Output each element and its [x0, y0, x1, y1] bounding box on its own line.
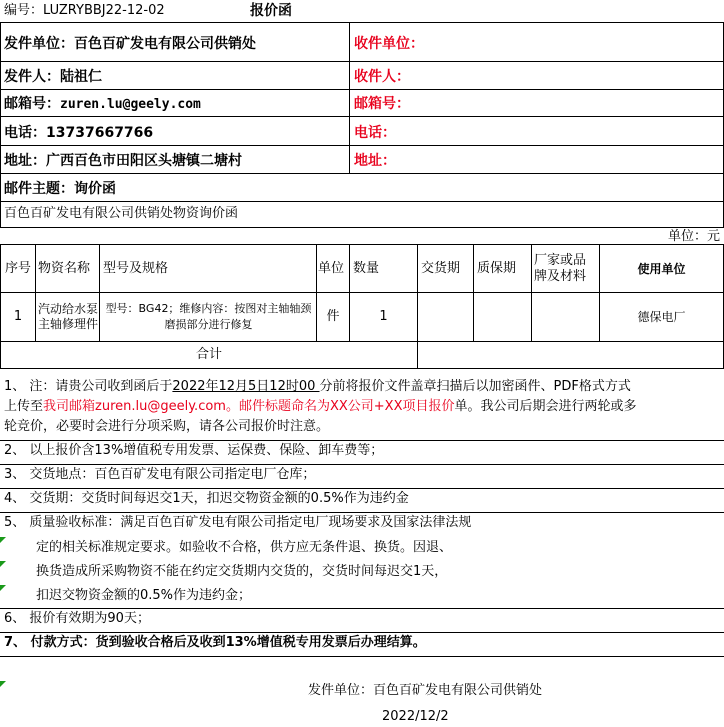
sender-person-value: 陆祖仁: [60, 69, 102, 85]
footer-date: 2022/12/2: [382, 709, 449, 724]
col-name-header: 物资名称: [38, 260, 91, 276]
sender-email-label: 邮箱号：: [4, 96, 60, 112]
note-3: 3、 交货地点：百色百矿发电有限公司指定电厂仓库；: [4, 467, 316, 482]
note-1-line-2: [4, 396, 637, 418]
sender-address: [4, 150, 242, 170]
col-warranty-header: 质保期: [477, 260, 517, 276]
note-1-email-instruction: 我司邮箱zuren.lu@geely.com。邮件标题命名为XX公司+XX项目报价: [43, 399, 455, 414]
sender-address-label: 地址：: [4, 153, 46, 169]
sender-address-value: 广西百色市田阳区头塘镇二塘村: [46, 153, 242, 169]
unit-note: 单位：元: [667, 229, 720, 244]
note-1-line-1: [4, 376, 631, 398]
row1-model: 型号：BG42；维修内容：按图对主轴轴颈磨损部分进行修复: [105, 302, 312, 331]
intro-text: 百色百矿发电有限公司供销处物资询价函: [4, 206, 239, 221]
note-5-line-2: 定的相关标准规定要求。如验收不合格，供方应无条件退、换货。因退、: [36, 540, 453, 555]
receiver-phone-label: 电话：: [354, 125, 396, 141]
row1-warranty: [474, 293, 531, 341]
col-model-header: 型号及规格: [103, 260, 169, 276]
cell-marker: [0, 537, 6, 543]
row1-seq: 1: [13, 309, 23, 324]
sender-unit: [4, 33, 256, 53]
row1-brand: [532, 293, 599, 341]
document-code: [4, 2, 165, 20]
receiver-address-label: 地址：: [354, 153, 396, 169]
mail-subject: [4, 178, 116, 198]
col-qty-header: 数量: [353, 260, 380, 276]
row1-user: 德保电厂: [637, 310, 686, 324]
col-delivery-header: 交货期: [421, 260, 461, 276]
receiver-email-label: 邮箱号：: [354, 96, 410, 112]
document-title: 报价函: [250, 3, 292, 19]
row1-qty: 1: [379, 309, 388, 324]
row1-unit: 件: [326, 309, 340, 324]
cell-marker: [0, 561, 6, 567]
sender-unit-label: 发件单位：: [4, 36, 74, 52]
footer-sender-unit: 百色百矿发电有限公司供销处: [373, 683, 543, 698]
note-5-line-3: 换货造成所采购物资不能在约定交货期内交货的，交货时间每迟交1天，: [36, 564, 448, 579]
row1-delivery: [418, 293, 473, 341]
sender-person-label: 发件人：: [4, 69, 60, 85]
note-1-prefix: 1、 注：请贵公司收到函后于: [4, 379, 173, 394]
sender-email: [4, 93, 201, 113]
document-code-value: LUZRYBBJ22-12-02: [43, 3, 165, 18]
note-4: 4、 交货期：交货时间每迟交1天，扣迟交物资金额的0.5%作为违约金: [4, 491, 409, 506]
footer-sender-label: 发件单位：: [308, 683, 374, 698]
receiver-unit-label: 收件单位：: [354, 36, 424, 52]
col-user-header: 使用单位: [637, 261, 686, 276]
sender-person: [4, 66, 102, 86]
sender-unit-value: 百色百矿发电有限公司供销处: [74, 36, 256, 52]
note-1-l2-pre: 上传至: [4, 399, 44, 414]
footer-sender: [308, 682, 542, 700]
note-5-line-4: 扣迟交物资金额的0.5%作为违约金；: [36, 588, 252, 603]
cell-marker: [0, 585, 6, 591]
row1-name: 汽动给水泵主轴修理件: [37, 302, 98, 331]
col-brand-header: 厂家或品牌及材料: [534, 252, 587, 284]
sender-phone: [4, 122, 153, 142]
note-5-line-1: 5、 质量验收标准：满足百色百矿发电有限公司指定电厂现场要求及国家法律法规: [4, 515, 472, 530]
cell-marker: [0, 681, 6, 687]
sender-phone-value: 13737667766: [46, 125, 154, 141]
sender-phone-label: 电话：: [4, 125, 46, 141]
note-1-line-3: 轮竞价，必要时会进行分项采购，请各公司报价时注意。: [4, 419, 330, 434]
total-label: 合计: [195, 347, 222, 362]
sender-email-value: zuren.lu@geely.com: [60, 97, 201, 112]
document-code-label: 编号：: [4, 3, 44, 18]
mail-subject-label: 邮件主题：: [4, 181, 74, 197]
note-7: 7、 付款方式：货到验收合格后及收到13%增值税专用发票后办理结算。: [4, 635, 426, 650]
receiver-person-label: 收件人：: [354, 69, 410, 85]
note-2: 2、 以上报价含13%增值税专用发票、运保费、保险、卸车费等；: [4, 443, 384, 458]
note-1-mid: 分前将报价文件盖章扫描后以加密函件、PDF格式方式: [319, 379, 631, 394]
col-seq-header: 序号: [4, 260, 31, 276]
col-unit-header: 单位: [318, 260, 345, 276]
note-6: 6、 报价有效期为90天；: [4, 611, 150, 626]
note-1-deadline: 2022年12月5日12时00: [172, 379, 320, 394]
note-1-l2-post: 单。我公司后期会进行两轮或多: [454, 399, 637, 414]
mail-subject-value: 询价函: [74, 181, 116, 197]
